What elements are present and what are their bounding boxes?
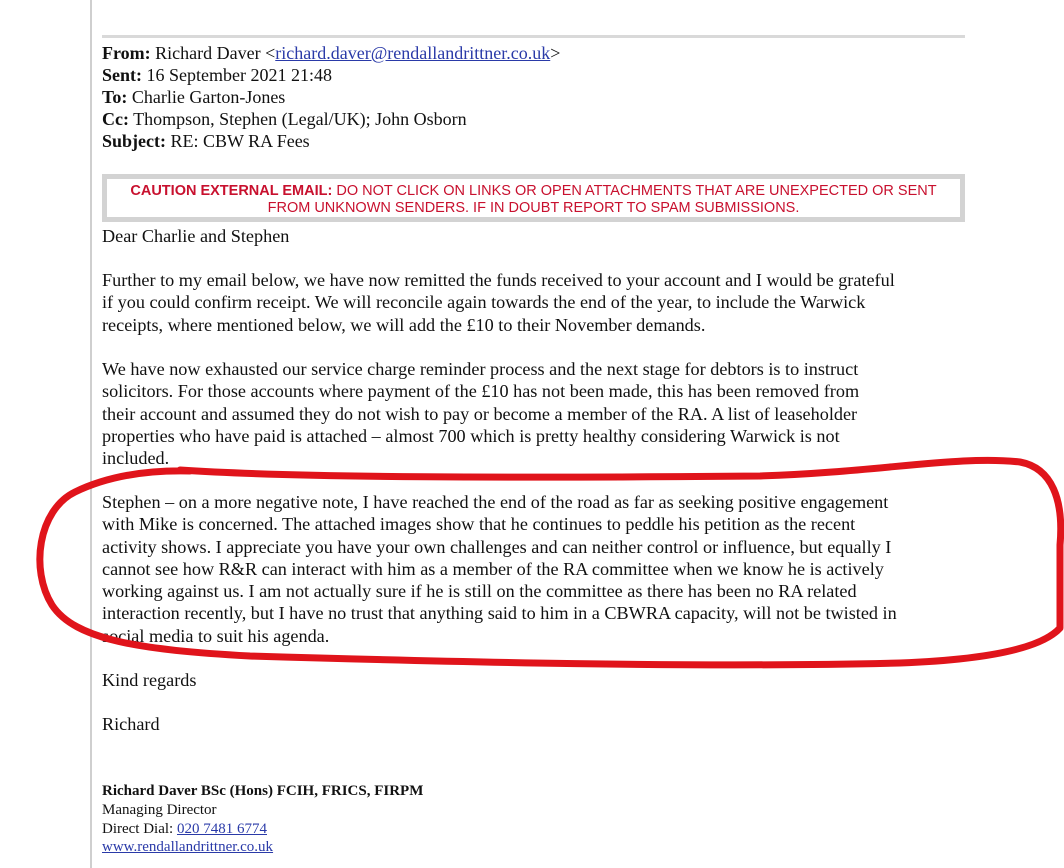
signature-dial: [102, 820, 267, 839]
subject-line: [102, 130, 310, 152]
subject-label: Subject:: [102, 131, 166, 151]
caution-line-1: [107, 183, 960, 200]
from-label: From:: [102, 43, 151, 63]
paragraph-2-line: their account and assumed they do not wish to pay or become a member of the RA. A list of leaseholder: [102, 403, 858, 424]
to-value: Charlie Garton-Jones: [131, 87, 286, 107]
caution-text-1: DO NOT CLICK ON LINKS OR OPEN ATTACHMENTS THAT ARE UNEXPECTED OR SENT: [336, 183, 937, 199]
paragraph-2-line: solicitors. For those accounts where payment of the £10 has not been made, this has been removed from: [102, 381, 860, 402]
caution-text-2: FROM UNKNOWN SENDERS. IF IN DOUBT REPORT TO SPAM SUBMISSIONS.: [267, 200, 800, 216]
paragraph-3-line: Stephen – on a more negative note, I have reached the end of the road as far as seeking positive engagement: [102, 492, 889, 512]
from-email-link[interactable]: richard.daver@rendallandrittner.co.uk: [275, 43, 551, 63]
from-name: Richard Daver <: [155, 43, 276, 63]
closing: Kind regards: [102, 670, 197, 690]
paragraph-3-line: interaction recently, but I have no trust that anything said to him in a CBWRA capacity, will not be twisted in: [102, 603, 897, 624]
paragraph-2-line: We have now exhausted our service charge reminder process and the next stage for debtors is to instruct: [102, 359, 859, 379]
caution-label: CAUTION EXTERNAL EMAIL:: [130, 183, 333, 199]
sender-first-name: Richard: [102, 714, 160, 734]
paragraph-3-line: with Mike is concerned. The attached images show that he continues to peddle his petition as the recent: [102, 514, 856, 535]
signature-website: [102, 838, 273, 857]
left-border-line: [90, 0, 92, 868]
paragraph-2-line: included.: [102, 448, 170, 469]
header-separator: [102, 35, 965, 38]
sent-line: [102, 64, 332, 86]
paragraph-2-line: properties who have paid is attached – almost 700 which is pretty healthy considering Warwick is not: [102, 425, 840, 446]
paragraph-3-line: social media to suit his agenda.: [102, 625, 330, 646]
cc-label: Cc:: [102, 109, 129, 129]
greeting: Dear Charlie and Stephen: [102, 226, 290, 246]
paragraph-1: [102, 269, 972, 336]
sent-label: Sent:: [102, 65, 142, 85]
caution-banner: [102, 174, 965, 222]
from-close: >: [550, 43, 561, 63]
website-link[interactable]: www.rendallandrittner.co.uk: [102, 839, 274, 855]
paragraph-1-line: Further to my email below, we have now remitted the funds received to your account and I would be grateful: [102, 270, 895, 290]
dial-number-link[interactable]: 020 7481 6774: [176, 821, 267, 837]
paragraph-1-line: if you could confirm receipt. We will reconcile again towards the end of the year, to include the Warwick: [102, 292, 866, 313]
cc-value: Thompson, Stephen (Legal/UK); John Osborn: [133, 109, 467, 129]
signature-name: Richard Daver BSc (Hons) FCIH, FRICS, FIRPM: [102, 783, 424, 799]
paragraph-3-line: working against us. I am not actually sure if he is still on the committee as there has been no RA related: [102, 581, 857, 602]
from-line: [102, 42, 560, 64]
paragraph-3: [102, 491, 972, 647]
sent-value: 16 September 2021 21:48: [146, 65, 332, 85]
paragraph-3-line: cannot see how R&R can interact with him as a member of the RA committee when we know he is actively: [102, 558, 884, 579]
paragraph-1-line: receipts, where mentioned below, we will add the £10 to their November demands.: [102, 314, 706, 335]
to-label: To:: [102, 87, 128, 107]
cc-line: [102, 108, 467, 130]
to-line: [102, 86, 285, 108]
paragraph-2: [102, 358, 972, 469]
dial-label: Direct Dial:: [102, 821, 177, 837]
signature-title: Managing Director: [102, 802, 217, 818]
paragraph-3-line: activity shows. I appreciate you have your own challenges and can neither control or influence, but equally I: [102, 536, 892, 557]
subject-value: RE: CBW RA Fees: [170, 131, 310, 151]
